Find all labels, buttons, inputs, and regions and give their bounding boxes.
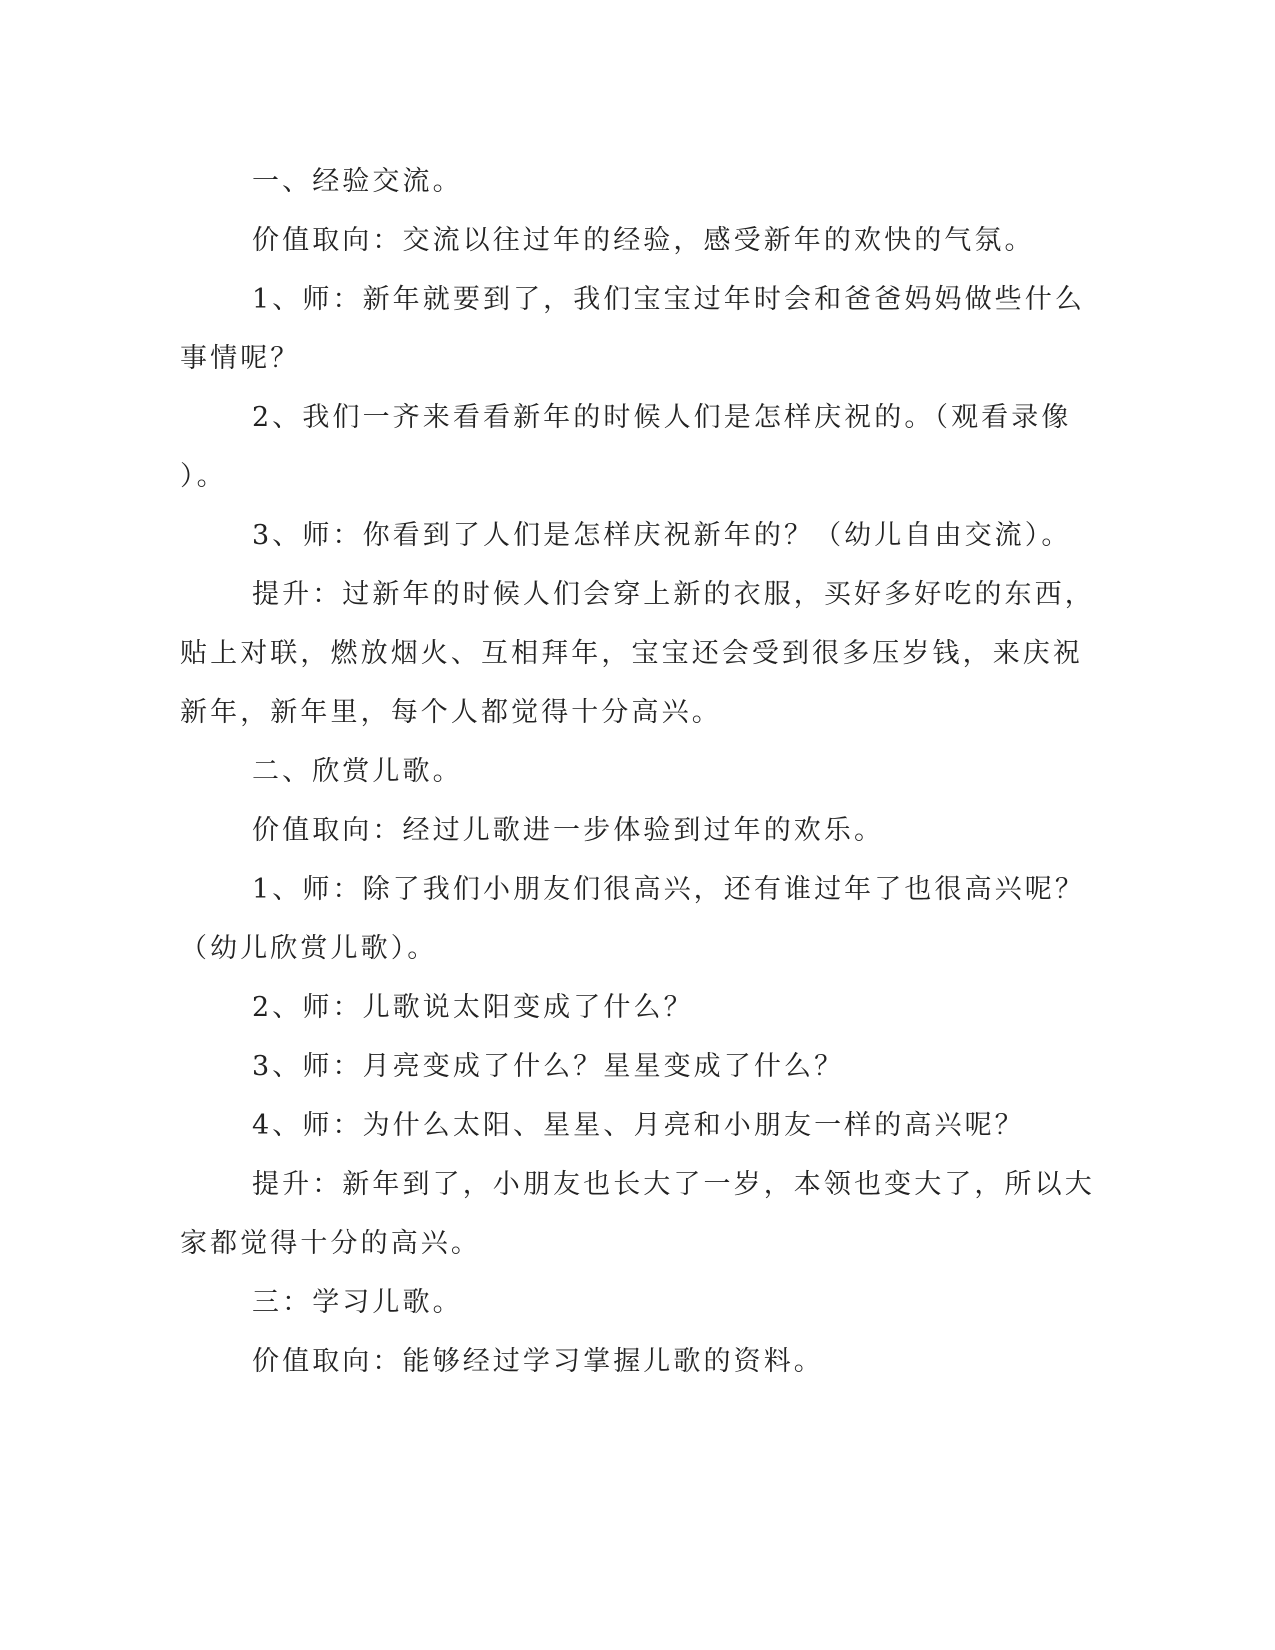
summary-line: 贴上对联，燃放烟火、互相拜年，宝宝还会受到很多压岁钱，来庆祝 — [180, 638, 1083, 669]
paragraph-line: 2、我们一齐来看看新年的时候人们是怎样庆祝的。（观看录像 — [252, 402, 1072, 433]
paragraph-line: 4、师：为什么太阳、星星、月亮和小朋友一样的高兴呢？ — [252, 1110, 1025, 1141]
value-orientation-line: 价值取向：经过儿歌进一步体验到过年的欢乐。 — [252, 815, 885, 846]
paragraph-line: 1、师：新年就要到了，我们宝宝过年时会和爸爸妈妈做些什么 — [252, 284, 1085, 315]
section-heading-experience-exchange: 一、经验交流。 — [252, 166, 463, 197]
value-orientation-line: 价值取向：交流以往过年的经验，感受新年的欢快的气氛。 — [252, 225, 1035, 256]
section-heading-learn-song: 三：学习儿歌。 — [252, 1287, 463, 1318]
summary-line: 新年，新年里，每个人都觉得十分高兴。 — [180, 697, 722, 728]
paragraph-line: 1、师：除了我们小朋友们很高兴，还有谁过年了也很高兴呢？ — [252, 874, 1085, 905]
paragraph-line: 3、师：你看到了人们是怎样庆祝新年的？（幼儿自由交流）。 — [252, 520, 1072, 551]
section-heading-appreciate-song: 二、欣赏儿歌。 — [252, 756, 463, 787]
paragraph-line: （幼儿欣赏儿歌）。 — [180, 933, 438, 964]
paragraph-line: 事情呢？ — [180, 343, 301, 374]
paragraph-line: 3、师：月亮变成了什么？星星变成了什么？ — [252, 1051, 845, 1082]
summary-line: 提升：新年到了，小朋友也长大了一岁，本领也变大了，所以大 — [252, 1169, 1095, 1200]
summary-line: 家都觉得十分的高兴。 — [180, 1228, 481, 1259]
value-orientation-line: 价值取向：能够经过学习掌握儿歌的资料。 — [252, 1346, 824, 1377]
paragraph-line: 2、师：儿歌说太阳变成了什么？ — [252, 992, 694, 1023]
summary-line: 提升：过新年的时候人们会穿上新的衣服，买好多好吃的东西， — [252, 579, 1095, 610]
paragraph-line: ）。 — [180, 461, 227, 492]
